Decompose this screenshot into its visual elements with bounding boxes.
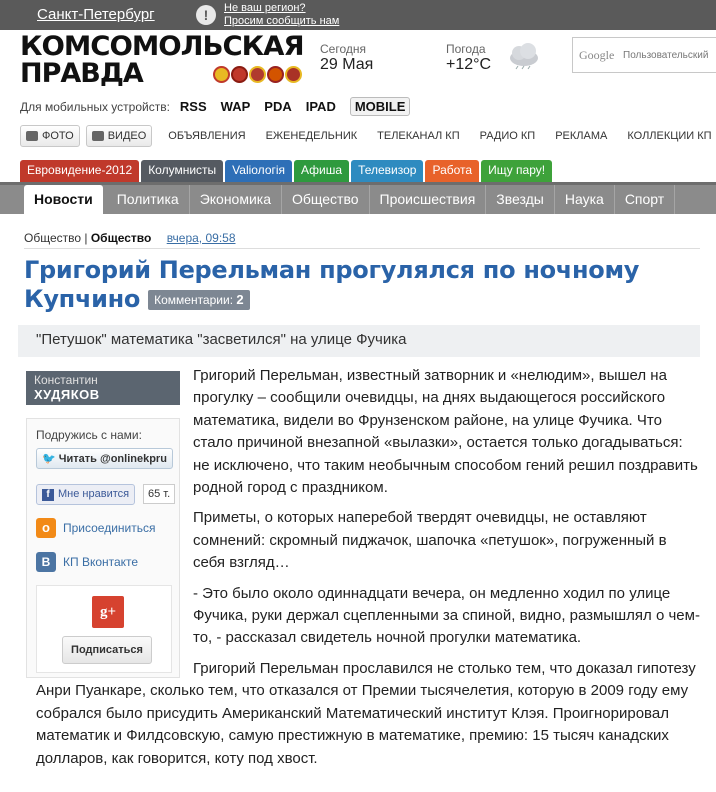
odnoklassniki-label: Присоединиться: [63, 521, 156, 535]
tab-afisha[interactable]: Афиша: [294, 160, 349, 182]
social-label: Подружись с нами:: [36, 428, 142, 442]
vkontakte-label: КП Вконтакте: [63, 555, 139, 569]
twitter-icon: 🐦: [42, 453, 56, 465]
article-lead: "Петушок" математика "засветился" на улице Фучика: [18, 325, 700, 357]
comments-badge[interactable]: [148, 290, 250, 310]
breadcrumb-separator: |: [84, 231, 88, 245]
odnoklassniki-icon: о: [36, 518, 56, 538]
weather-label: Погода: [446, 42, 486, 56]
tab-jobs[interactable]: Работа: [425, 160, 479, 182]
search-input[interactable]: Пользовательский: [623, 50, 709, 61]
author-first-name: Константин: [34, 373, 98, 387]
cloud-icon: [504, 40, 544, 70]
weather-temp: +12°C: [446, 56, 492, 73]
section-economy[interactable]: Экономика: [190, 185, 282, 214]
today-date: 29 Мая: [320, 56, 374, 73]
tab-columnists[interactable]: Колумнисты: [141, 160, 223, 182]
region-question-line2[interactable]: Просим сообщить нам: [224, 15, 340, 27]
top-nav: [20, 124, 716, 148]
article-date[interactable]: вчера, 09:58: [166, 231, 236, 245]
section-sport[interactable]: Спорт: [615, 185, 675, 214]
section-society[interactable]: Общество: [282, 185, 370, 214]
article-body: [36, 365, 700, 778]
section-stars[interactable]: Звезды: [486, 185, 555, 214]
nav-tv[interactable]: ТЕЛЕКАНАЛ КП: [377, 130, 460, 142]
vkontakte-icon: В: [36, 552, 56, 572]
author-last-name: ХУДЯКОВ: [34, 387, 100, 402]
video-icon: [92, 131, 104, 141]
facebook-label: Мне нравится: [58, 488, 130, 500]
nav-ads[interactable]: ОБЪЯВЛЕНИЯ: [168, 130, 246, 142]
mobile-links: [20, 97, 424, 116]
logo-line1: КОМСОМОЛЬСКАЯ: [20, 31, 304, 62]
nav-radio[interactable]: РАДИО КП: [479, 130, 536, 142]
alert-icon: !: [196, 5, 216, 25]
logo-line2: ПРАВДА: [20, 58, 143, 89]
mobile-label: Для мобильных устройств:: [20, 99, 170, 114]
google-plus-icon[interactable]: g+: [92, 596, 124, 628]
section-politics[interactable]: Политика: [107, 185, 190, 214]
page-title-text: Григорий Перельман прогулялся по ночному Купчино: [24, 256, 640, 313]
today-label: Сегодня: [320, 42, 366, 56]
tab-dating[interactable]: Ищу пару!: [481, 160, 552, 182]
search-box[interactable]: [572, 37, 716, 73]
camera-icon: [26, 131, 38, 141]
mobile-link-wap[interactable]: WAP: [220, 99, 251, 114]
article-paragraph: - Это было около одиннадцати вечера, он медленно ходил по улице Фучика, руки держал сцепленными за спиной, видно, размышлял о чем-то, - рассказал свидетель ночной прогулки математика.: [193, 584, 700, 647]
comments-count: 2: [236, 292, 244, 307]
photo-label: ФОТО: [42, 130, 74, 142]
tab-tv[interactable]: Телевизор: [351, 160, 423, 182]
project-tabs: [20, 160, 552, 182]
mobile-link-rss[interactable]: RSS: [179, 99, 207, 114]
page-title: [24, 256, 704, 314]
subscribe-button[interactable]: Подписаться: [62, 636, 152, 664]
comments-label: Комментарии:: [154, 293, 234, 307]
orders-icon: [213, 66, 302, 83]
nav-weekly[interactable]: ЕЖЕНЕДЕЛЬНИК: [265, 130, 358, 142]
nav-advert[interactable]: РЕКЛАМА: [555, 130, 608, 142]
nav-collections[interactable]: КОЛЛЕКЦИИ КП: [627, 130, 712, 142]
region-bar: [0, 0, 716, 30]
section-news[interactable]: Новости: [24, 185, 103, 214]
article-paragraph: Приметы, о которых наперебой твердят очевидцы, не оставляют сомнений: скромный пиджачок, шапочка «петушок», погруженный в себя взгляд…: [193, 509, 667, 572]
google-logo: Google: [579, 48, 615, 62]
breadcrumb-parent[interactable]: Общество: [24, 231, 82, 245]
mobile-link-pda[interactable]: PDA: [264, 99, 292, 114]
breadcrumb-current[interactable]: Общество: [90, 231, 152, 245]
video-label: ВИДЕО: [107, 130, 147, 142]
region-question-line1[interactable]: Не ваш регион?: [224, 2, 306, 14]
tab-valiologia[interactable]: Valiологія: [225, 160, 292, 182]
section-incidents[interactable]: Происшествия: [370, 185, 487, 214]
mobile-link-ipad[interactable]: IPAD: [305, 99, 336, 114]
tab-eurovision[interactable]: Евровидение-2012: [20, 160, 139, 182]
divider: [24, 248, 700, 249]
video-button[interactable]: [86, 125, 153, 147]
section-science[interactable]: Наука: [555, 185, 615, 214]
region-question[interactable]: [224, 2, 339, 28]
facebook-icon: f: [42, 489, 54, 501]
article-paragraph: Григорий Перельман прославился не столько тем, что доказал гипотезу Анри Пуанкаре, сколько тем, что отказался от Премии тысячелетия, которую в 2009 году ему собрался было присудить Американский Математический институт Клэя. Проигнорировал математик и Филдсовскую, самую престижную в математике, премию: 15 тысяч канадских долларов, как говорится, коту под хвост.: [36, 659, 696, 767]
mobile-link-mobile[interactable]: MOBILE: [350, 97, 411, 116]
facebook-like-count: 65 т.: [143, 484, 175, 504]
breadcrumb: [24, 231, 236, 245]
photo-button[interactable]: [20, 125, 80, 147]
article-paragraph: Григорий Перельман, известный затворник и «нелюдим», вышел на прогулку – сообщили очевидцы, на днях выдающегося российского математика, видели во Фрунзенском районе, на улице Фучика. Что стало причиной внезапной «вылазки», остается только догадываться: не исключено, что таким необычным способом гений решил поздравить родной город с праздником.: [193, 367, 698, 497]
twitter-label: Читать @onlinekpru: [58, 453, 167, 465]
section-nav: [0, 182, 716, 214]
city-link[interactable]: Санкт-Петербург: [37, 6, 155, 23]
